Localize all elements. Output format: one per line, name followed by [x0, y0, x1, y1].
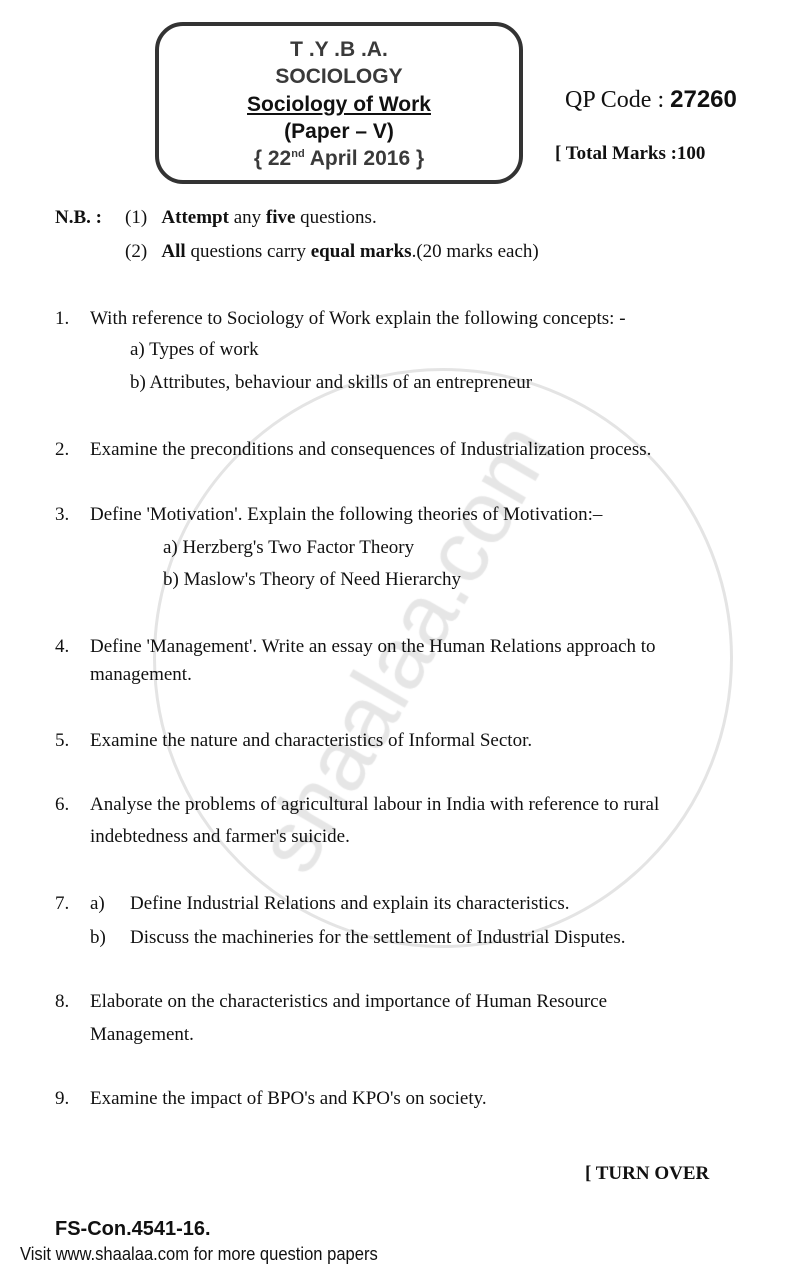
instruction-1: [125, 207, 377, 229]
question-text: With reference to Sociology of Work explain the following concepts: -: [90, 308, 626, 329]
question-text: Examine the impact of BPO's and KPO's on society.: [90, 1088, 487, 1109]
visit-link[interactable]: Visit www.shaalaa.com for more question papers: [20, 1244, 378, 1264]
instruction-part: All: [161, 241, 186, 262]
instruction-part: questions carry: [185, 241, 311, 262]
instruction-number: (1): [125, 207, 148, 228]
instruction-part: five: [265, 207, 296, 228]
question-number: 1.: [55, 308, 70, 329]
question-text: Elaborate on the characteristics and importance of Human Resource: [90, 991, 608, 1012]
nb-label: N.B. :: [55, 207, 102, 228]
instruction-part: questions.: [295, 207, 377, 228]
sub-question: b) Attributes, behaviour and skills of an entrepreneur: [130, 372, 533, 393]
instruction-number: (2): [125, 241, 148, 262]
question-text: Define Industrial Relations and explain its characteristics.: [130, 893, 570, 914]
sub-question: b) Maslow's Theory of Need Hierarchy: [163, 569, 462, 590]
instruction-part: any: [228, 207, 266, 228]
instruction-part: Attempt: [161, 207, 229, 228]
course-name: T .Y .B .A.: [290, 38, 388, 61]
turn-over: [ TURN OVER: [585, 1163, 710, 1184]
question-text: Examine the preconditions and consequences of Industrialization process.: [90, 439, 652, 460]
date-suffix: April 2016 }: [304, 147, 425, 170]
paper-number: (Paper – V): [284, 120, 394, 143]
paper-code: FS-Con.4541-16.: [55, 1218, 211, 1240]
sub-question: a) Herzberg's Two Factor Theory: [163, 537, 415, 558]
question-number: 2.: [55, 439, 70, 460]
sub-question: a) Types of work: [130, 339, 259, 360]
qp-code: [565, 86, 737, 114]
question-text: Discuss the machineries for the settlement of Industrial Disputes.: [130, 927, 626, 948]
paper-title: Sociology of Work: [247, 93, 431, 116]
exam-date: [155, 147, 523, 171]
question-text: Management.: [90, 1024, 194, 1045]
date-prefix: { 22: [253, 147, 292, 170]
instruction-part: .(20 marks each): [411, 241, 539, 262]
question-text: indebtedness and farmer's suicide.: [90, 826, 350, 847]
question-number: 4.: [55, 636, 70, 657]
question-number: 7.: [55, 893, 70, 914]
subject-name: SOCIOLOGY: [275, 65, 403, 88]
sub-label: b): [90, 927, 106, 948]
qp-code-value: 27260: [670, 86, 737, 113]
question-text: management.: [90, 664, 192, 685]
question-text: Define 'Motivation'. Explain the following theories of Motivation:–: [90, 504, 603, 525]
instruction-part: equal marks: [310, 241, 412, 262]
date-sup: nd: [291, 148, 305, 160]
instruction-2: [125, 241, 539, 263]
question-text: Analyse the problems of agricultural labour in India with reference to rural: [90, 794, 660, 815]
question-number: 3.: [55, 504, 70, 525]
question-number: 6.: [55, 794, 70, 815]
question-text: Define 'Management'. Write an essay on the Human Relations approach to: [90, 636, 656, 657]
total-marks: [ Total Marks :100: [555, 143, 706, 164]
question-number: 9.: [55, 1088, 70, 1109]
qp-label: QP Code :: [565, 87, 671, 113]
sub-label: a): [90, 893, 105, 914]
question-number: 8.: [55, 991, 70, 1012]
question-text: Examine the nature and characteristics of Informal Sector.: [90, 730, 533, 751]
question-number: 5.: [55, 730, 70, 751]
